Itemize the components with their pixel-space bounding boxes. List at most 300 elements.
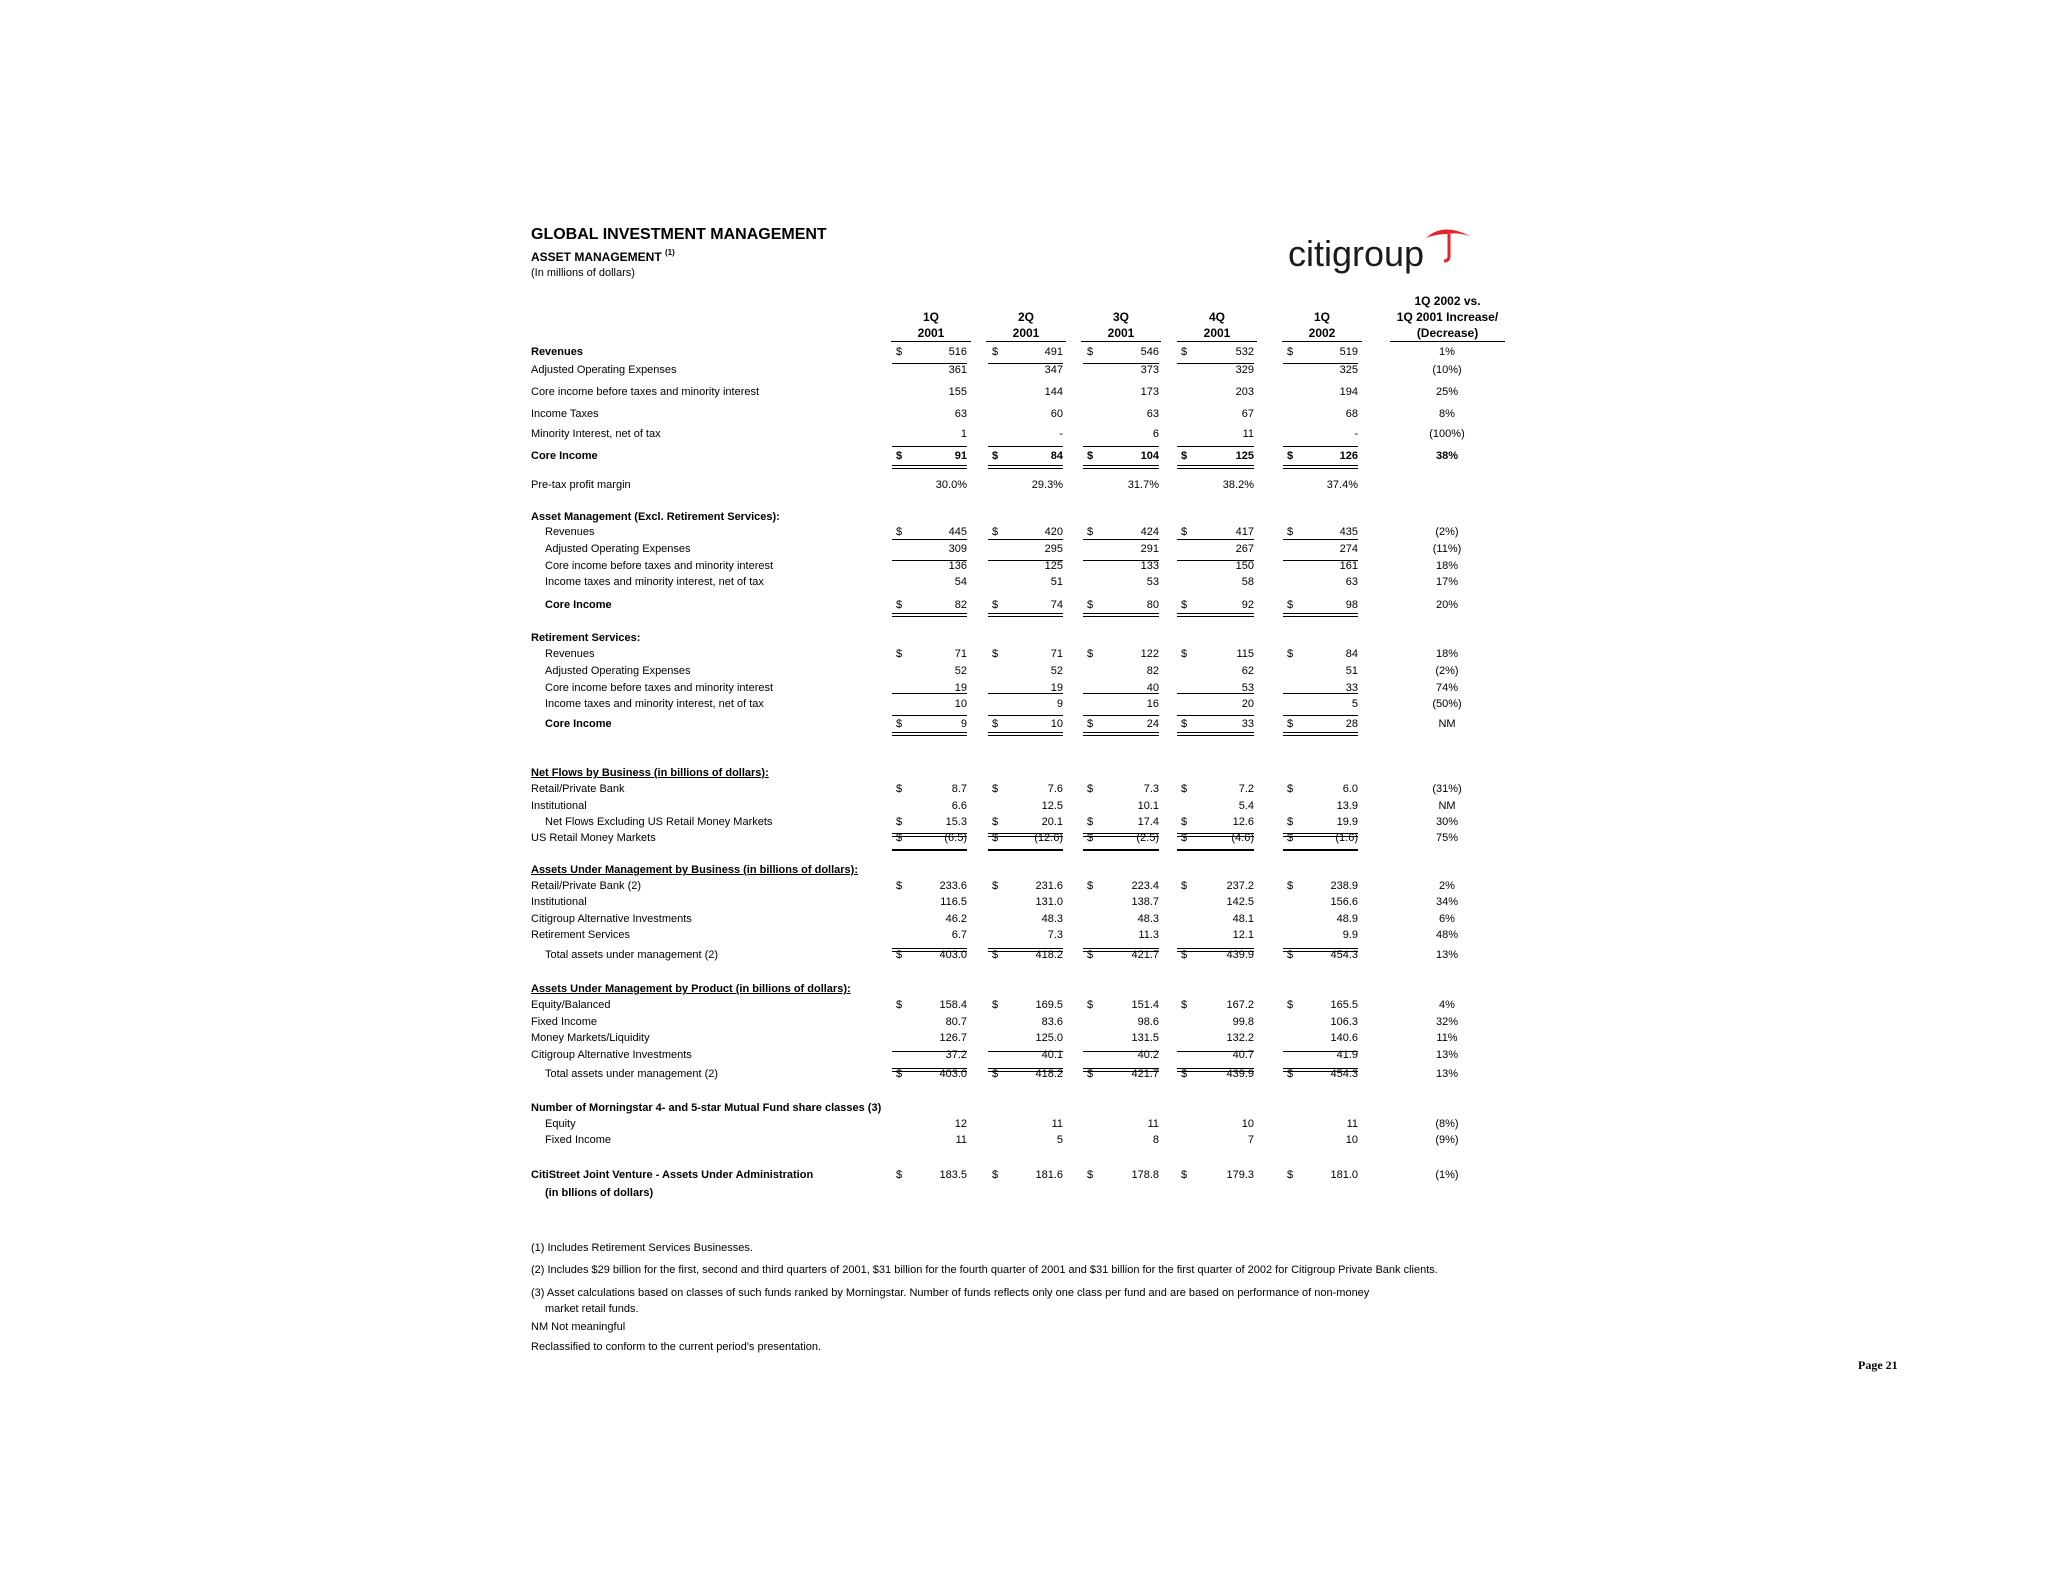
table-row bbox=[0, 1030, 2048, 1046]
subtotal-rule bbox=[892, 850, 967, 851]
change-header-line: 1Q 2001 Increase/ bbox=[1396, 310, 1499, 324]
row-label: CitiStreet Joint Venture - Assets Under Administration bbox=[531, 1169, 814, 1181]
subtitle-footnote-ref: (1) bbox=[665, 248, 675, 257]
row-label: Pre-tax profit margin bbox=[531, 479, 631, 491]
currency-symbol: $ bbox=[1181, 816, 1188, 828]
cell-value: 53 bbox=[1241, 682, 1254, 694]
cell-value: 12.1 bbox=[1232, 929, 1254, 941]
row-label: Citigroup Alternative Investments bbox=[531, 913, 692, 925]
change-percent: (1%) bbox=[1435, 1169, 1459, 1181]
subtotal-rule bbox=[1283, 850, 1358, 851]
change-percent: 25% bbox=[1435, 386, 1459, 398]
cell-value: 126 bbox=[1339, 450, 1358, 462]
logo-text: citigroup bbox=[1288, 233, 1425, 274]
change-percent: 2% bbox=[1439, 880, 1455, 892]
row-label: Retirement Services: bbox=[531, 632, 641, 644]
currency-symbol: $ bbox=[1087, 599, 1094, 611]
row-label: Assets Under Management by Product (in billions of dollars): bbox=[531, 983, 851, 995]
cell-value: 24 bbox=[1146, 718, 1159, 730]
total-rule bbox=[1177, 1068, 1254, 1072]
cell-value: 274 bbox=[1339, 543, 1358, 555]
currency-symbol: $ bbox=[1087, 832, 1094, 844]
cell-value: 11 bbox=[955, 1134, 967, 1146]
row-label: Income Taxes bbox=[531, 408, 599, 420]
currency-symbol: $ bbox=[896, 526, 903, 538]
cell-value: 454.3 bbox=[1330, 1068, 1358, 1080]
cell-value: (12.6) bbox=[1034, 832, 1063, 844]
column-header bbox=[1081, 309, 1161, 342]
cell-value: 6.6 bbox=[951, 800, 967, 812]
subtotal-rule bbox=[1283, 539, 1358, 540]
currency-symbol: $ bbox=[1287, 783, 1294, 795]
cell-value: 48.1 bbox=[1232, 913, 1254, 925]
cell-value: 125 bbox=[1235, 450, 1254, 462]
subtotal-rule bbox=[1177, 446, 1254, 447]
row-label: Adjusted Operating Expenses bbox=[545, 665, 691, 677]
cell-value: 144 bbox=[1044, 386, 1063, 398]
cell-value: 71 bbox=[954, 648, 967, 660]
change-percent: (2%) bbox=[1435, 665, 1459, 677]
currency-symbol: $ bbox=[992, 648, 999, 660]
currency-symbol: $ bbox=[1087, 999, 1094, 1011]
total-rule bbox=[988, 1068, 1063, 1072]
cell-value: 155 bbox=[948, 386, 967, 398]
column-year: 2001 bbox=[1107, 326, 1135, 340]
cell-value: 439.9 bbox=[1226, 949, 1254, 961]
currency-symbol: $ bbox=[1181, 1169, 1188, 1181]
subtotal-rule bbox=[1083, 850, 1159, 851]
cell-value: 133 bbox=[1140, 560, 1159, 572]
row-label: Revenues bbox=[531, 346, 583, 358]
currency-symbol: $ bbox=[1287, 949, 1294, 961]
cell-value: 421.7 bbox=[1131, 1068, 1159, 1080]
table-row bbox=[0, 927, 2048, 943]
row-label: Fixed Income bbox=[545, 1134, 612, 1146]
footnote: Reclassified to conform to the current period's presentation. bbox=[531, 1341, 822, 1353]
subtotal-rule bbox=[1083, 560, 1159, 561]
table-row bbox=[0, 509, 2048, 525]
cell-value: 179.3 bbox=[1226, 1169, 1254, 1181]
row-label: Institutional bbox=[531, 896, 587, 908]
row-label: Institutional bbox=[531, 800, 587, 812]
subtotal-rule bbox=[892, 1051, 967, 1052]
cell-value: 17.4 bbox=[1137, 816, 1159, 828]
cell-value: 10.1 bbox=[1137, 800, 1159, 812]
total-rule bbox=[1283, 732, 1358, 736]
cell-value: 12.6 bbox=[1232, 816, 1254, 828]
cell-value: 10 bbox=[1050, 718, 1063, 730]
cell-value: 37.2 bbox=[945, 1049, 967, 1061]
cell-value: 11 bbox=[1051, 1118, 1063, 1130]
cell-value: 403.0 bbox=[939, 949, 967, 961]
cell-value: 41.9 bbox=[1336, 1049, 1358, 1061]
subtotal-rule bbox=[1283, 560, 1358, 561]
cell-value: 63 bbox=[1146, 408, 1159, 420]
subtotal-rule bbox=[1177, 363, 1254, 364]
subtotal-rule bbox=[1283, 363, 1358, 364]
total-rule bbox=[1083, 465, 1159, 469]
cell-value: 10 bbox=[1345, 1134, 1358, 1146]
total-rule bbox=[1177, 833, 1254, 837]
row-label: Core Income bbox=[545, 718, 612, 730]
cell-value: 136 bbox=[948, 560, 967, 572]
row-label: Core income before taxes and minority interest bbox=[531, 386, 760, 398]
currency-symbol: $ bbox=[1087, 648, 1094, 660]
change-percent: 13% bbox=[1435, 949, 1459, 961]
total-rule bbox=[892, 1068, 967, 1072]
cell-value: 329 bbox=[1235, 364, 1254, 376]
change-column-header bbox=[1390, 293, 1505, 342]
subtotal-rule bbox=[988, 363, 1063, 364]
currency-symbol: $ bbox=[896, 832, 903, 844]
row-label: Retail/Private Bank (2) bbox=[531, 880, 642, 892]
currency-symbol: $ bbox=[992, 999, 999, 1011]
column-quarter: 4Q bbox=[1208, 310, 1225, 324]
total-rule bbox=[892, 948, 967, 952]
table-row bbox=[0, 1132, 2048, 1148]
subtotal-rule bbox=[988, 715, 1063, 716]
cell-value: 30.0% bbox=[935, 479, 967, 491]
change-percent: (50%) bbox=[1432, 698, 1462, 710]
currency-symbol: $ bbox=[992, 783, 999, 795]
currency-symbol: $ bbox=[1087, 526, 1094, 538]
currency-symbol: $ bbox=[1287, 1068, 1294, 1080]
change-percent: 75% bbox=[1435, 832, 1459, 844]
row-label: Total assets under management (2) bbox=[545, 949, 719, 961]
currency-symbol: $ bbox=[896, 1068, 903, 1080]
cell-value: 435 bbox=[1339, 526, 1358, 538]
subtotal-rule bbox=[1177, 560, 1254, 561]
subtotal-rule bbox=[1283, 446, 1358, 447]
column-quarter: 1Q bbox=[922, 310, 939, 324]
cell-value: 11 bbox=[1147, 1118, 1159, 1130]
subtotal-rule bbox=[1083, 693, 1159, 694]
cell-value: 104 bbox=[1140, 450, 1159, 462]
column-year: 2001 bbox=[1012, 326, 1040, 340]
cell-value: 125 bbox=[1044, 560, 1063, 572]
cell-value: 126.7 bbox=[939, 1032, 967, 1044]
row-label: Retail/Private Bank bbox=[531, 783, 625, 795]
cell-value: 91 bbox=[954, 450, 967, 462]
total-rule bbox=[1177, 948, 1254, 952]
cell-value: 347 bbox=[1044, 364, 1063, 376]
cell-value: 74 bbox=[1050, 599, 1063, 611]
cell-value: 418.2 bbox=[1035, 949, 1063, 961]
cell-value: 10 bbox=[1241, 1118, 1254, 1130]
cell-value: 19.9 bbox=[1336, 816, 1358, 828]
cell-value: 7.3 bbox=[1143, 783, 1159, 795]
cell-value: 291 bbox=[1140, 543, 1159, 555]
row-label: Minority Interest, net of tax bbox=[531, 428, 661, 440]
currency-symbol: $ bbox=[1181, 346, 1188, 358]
column-header bbox=[891, 309, 971, 342]
change-percent: (100%) bbox=[1429, 428, 1465, 440]
row-label: Net Flows Excluding US Retail Money Markets bbox=[545, 816, 773, 828]
change-percent: 8% bbox=[1439, 408, 1455, 420]
cell-value: 418.2 bbox=[1035, 1068, 1063, 1080]
currency-symbol: $ bbox=[1287, 599, 1294, 611]
cell-value: 84 bbox=[1050, 450, 1063, 462]
cell-value: 98 bbox=[1345, 599, 1358, 611]
subtotal-rule bbox=[892, 560, 967, 561]
cell-value: 169.5 bbox=[1035, 999, 1063, 1011]
row-label: Core Income bbox=[531, 450, 598, 462]
cell-value: 532 bbox=[1235, 346, 1254, 358]
currency-symbol: $ bbox=[896, 999, 903, 1011]
total-rule bbox=[1283, 833, 1358, 837]
cell-value: 115 bbox=[1236, 648, 1254, 660]
cell-value: 98.6 bbox=[1137, 1016, 1159, 1028]
currency-symbol: $ bbox=[896, 450, 903, 462]
table-row bbox=[0, 814, 2048, 830]
table-row bbox=[0, 597, 2048, 613]
total-rule bbox=[1283, 948, 1358, 952]
cell-value: 295 bbox=[1044, 543, 1063, 555]
subtotal-rule bbox=[1083, 849, 1159, 850]
cell-value: 131.0 bbox=[1035, 896, 1063, 908]
table-row bbox=[0, 406, 2048, 422]
cell-value: 33 bbox=[1345, 682, 1358, 694]
cell-value: 194 bbox=[1339, 386, 1358, 398]
subtotal-rule bbox=[1177, 693, 1254, 694]
subtotal-rule bbox=[892, 693, 967, 694]
subtotal-rule bbox=[1177, 849, 1254, 850]
cell-value: 8.7 bbox=[951, 783, 967, 795]
currency-symbol: $ bbox=[1287, 346, 1294, 358]
cell-value: 54 bbox=[954, 576, 967, 588]
subtotal-rule bbox=[1283, 849, 1358, 850]
currency-symbol: $ bbox=[1181, 450, 1188, 462]
table-row bbox=[0, 862, 2048, 878]
row-label: Revenues bbox=[545, 648, 595, 660]
subtotal-rule bbox=[1083, 446, 1159, 447]
change-percent: 38% bbox=[1435, 450, 1459, 462]
currency-symbol: $ bbox=[1087, 450, 1094, 462]
cell-value: 233.6 bbox=[939, 880, 967, 892]
cell-value: 158.4 bbox=[939, 999, 967, 1011]
cell-value: 237.2 bbox=[1226, 880, 1254, 892]
change-percent: 13% bbox=[1435, 1068, 1459, 1080]
change-percent: 20% bbox=[1435, 599, 1459, 611]
currency-symbol: $ bbox=[896, 949, 903, 961]
currency-symbol: $ bbox=[1287, 832, 1294, 844]
row-label: Money Markets/Liquidity bbox=[531, 1032, 650, 1044]
column-quarter: 2Q bbox=[1017, 310, 1034, 324]
cell-value: 491 bbox=[1044, 346, 1063, 358]
total-rule bbox=[1083, 613, 1159, 617]
cell-value: 7.3 bbox=[1047, 929, 1063, 941]
row-label: Income taxes and minority interest, net of tax bbox=[545, 576, 764, 588]
subtotal-rule bbox=[1083, 539, 1159, 540]
cell-value: 6.7 bbox=[951, 929, 967, 941]
currency-symbol: $ bbox=[1087, 783, 1094, 795]
row-label: Core Income bbox=[545, 599, 612, 611]
cell-value: 28 bbox=[1345, 718, 1358, 730]
change-percent: (8%) bbox=[1435, 1118, 1459, 1130]
subtotal-rule bbox=[988, 1051, 1063, 1052]
cell-value: 6 bbox=[1152, 428, 1159, 440]
currency-symbol: $ bbox=[1181, 949, 1188, 961]
table-row bbox=[0, 716, 2048, 732]
total-rule bbox=[1177, 613, 1254, 617]
currency-symbol: $ bbox=[1181, 999, 1188, 1011]
cell-value: 267 bbox=[1235, 543, 1254, 555]
cell-value: 116.5 bbox=[940, 896, 967, 908]
subtotal-rule bbox=[892, 363, 967, 364]
change-percent: 4% bbox=[1439, 999, 1455, 1011]
table-row bbox=[0, 384, 2048, 400]
table-row bbox=[0, 781, 2048, 797]
currency-symbol: $ bbox=[896, 648, 903, 660]
total-rule bbox=[1083, 948, 1159, 952]
currency-symbol: $ bbox=[992, 832, 999, 844]
cell-value: 83.6 bbox=[1041, 1016, 1063, 1028]
total-rule bbox=[988, 948, 1063, 952]
change-percent: 13% bbox=[1435, 1049, 1459, 1061]
column-year: 2001 bbox=[1203, 326, 1231, 340]
table-row bbox=[0, 1100, 2048, 1116]
cell-value: 8 bbox=[1152, 1134, 1159, 1146]
cell-value: 519 bbox=[1339, 346, 1358, 358]
cell-value: 68 bbox=[1345, 408, 1358, 420]
change-percent: (2%) bbox=[1435, 526, 1459, 538]
total-rule bbox=[1083, 732, 1159, 736]
cell-value: 53 bbox=[1146, 576, 1159, 588]
currency-symbol: $ bbox=[1181, 526, 1188, 538]
column-year: 2001 bbox=[917, 326, 945, 340]
row-label: Number of Morningstar 4- and 5-star Mutual Fund share classes (3) bbox=[531, 1102, 882, 1114]
subtotal-rule bbox=[892, 446, 967, 447]
total-rule bbox=[892, 732, 967, 736]
cell-value: (6.5) bbox=[944, 832, 967, 844]
cell-value: 125.0 bbox=[1035, 1032, 1063, 1044]
currency-symbol: $ bbox=[1087, 816, 1094, 828]
cell-value: 38.2% bbox=[1222, 479, 1254, 491]
cell-value: 9 bbox=[1056, 698, 1063, 710]
currency-symbol: $ bbox=[992, 718, 999, 730]
cell-value: 13.9 bbox=[1336, 800, 1358, 812]
table-row bbox=[0, 981, 2048, 997]
row-label: Total assets under management (2) bbox=[545, 1068, 719, 1080]
cell-value: 51 bbox=[1345, 665, 1358, 677]
cell-value: 5 bbox=[1351, 698, 1358, 710]
currency-symbol: $ bbox=[1181, 832, 1188, 844]
cell-value: 151.4 bbox=[1131, 999, 1159, 1011]
change-percent: (31%) bbox=[1432, 783, 1462, 795]
subtotal-rule bbox=[988, 850, 1063, 851]
cell-value: 33 bbox=[1241, 718, 1254, 730]
cell-value: 131.5 bbox=[1131, 1032, 1159, 1044]
column-header bbox=[986, 309, 1066, 342]
currency-symbol: $ bbox=[992, 599, 999, 611]
cell-value: (1.6) bbox=[1335, 832, 1358, 844]
subtotal-rule bbox=[988, 539, 1063, 540]
total-rule bbox=[1177, 465, 1254, 469]
change-percent: 1% bbox=[1439, 346, 1455, 358]
cell-value: 420 bbox=[1044, 526, 1063, 538]
table-row bbox=[0, 1185, 2048, 1201]
currency-symbol: $ bbox=[992, 816, 999, 828]
cell-value: 51 bbox=[1050, 576, 1063, 588]
cell-value: 63 bbox=[954, 408, 967, 420]
total-rule bbox=[988, 465, 1063, 469]
currency-symbol: $ bbox=[1087, 718, 1094, 730]
cell-value: 454.3 bbox=[1330, 949, 1358, 961]
currency-symbol: $ bbox=[1181, 783, 1188, 795]
currency-symbol: $ bbox=[896, 783, 903, 795]
currency-symbol: $ bbox=[1087, 949, 1094, 961]
currency-symbol: $ bbox=[1181, 1068, 1188, 1080]
cell-value: 40 bbox=[1146, 682, 1159, 694]
column-quarter: 3Q bbox=[1112, 310, 1129, 324]
footnote: (1) Includes Retirement Services Businesses. bbox=[531, 1242, 753, 1254]
cell-value: 37.4% bbox=[1326, 479, 1358, 491]
umbrella-handle-icon bbox=[1444, 234, 1449, 261]
change-percent: 18% bbox=[1435, 560, 1459, 572]
cell-value: (4.6) bbox=[1231, 832, 1254, 844]
currency-symbol: $ bbox=[1287, 816, 1294, 828]
currency-symbol: $ bbox=[1087, 880, 1094, 892]
cell-value: 40.2 bbox=[1137, 1049, 1159, 1061]
cell-value: 84 bbox=[1345, 648, 1358, 660]
section-subtitle: ASSET MANAGEMENT $^{(1)}$ bbox=[531, 248, 675, 264]
table-row bbox=[0, 1047, 2048, 1063]
table-row bbox=[0, 344, 2048, 360]
column-quarter: 1Q bbox=[1313, 310, 1330, 324]
cell-value: 165.5 bbox=[1330, 999, 1358, 1011]
cell-value: 150 bbox=[1235, 560, 1254, 572]
cell-value: 516 bbox=[948, 346, 967, 358]
table-row bbox=[0, 911, 2048, 927]
currency-symbol: $ bbox=[896, 718, 903, 730]
cell-value: 167.2 bbox=[1226, 999, 1254, 1011]
cell-value: 20.1 bbox=[1041, 816, 1063, 828]
cell-value: 138.7 bbox=[1131, 896, 1159, 908]
subtotal-rule bbox=[988, 560, 1063, 561]
table-row bbox=[0, 477, 2048, 493]
cell-value: 181.0 bbox=[1330, 1169, 1358, 1181]
subtotal-rule bbox=[892, 849, 967, 850]
table-row bbox=[0, 1116, 2048, 1132]
currency-symbol: $ bbox=[1181, 718, 1188, 730]
subtotal-rule bbox=[1177, 715, 1254, 716]
currency-symbol: $ bbox=[1087, 1068, 1094, 1080]
subtotal-rule bbox=[892, 539, 967, 540]
cell-value: 48.3 bbox=[1137, 913, 1159, 925]
cell-value: 238.9 bbox=[1330, 880, 1358, 892]
cell-value: 62 bbox=[1241, 665, 1254, 677]
cell-value: 122 bbox=[1140, 648, 1159, 660]
row-label: Assets Under Management by Business (in billions of dollars): bbox=[531, 864, 859, 876]
cell-value: 40.1 bbox=[1041, 1049, 1063, 1061]
change-percent: 48% bbox=[1435, 929, 1459, 941]
page-title: GLOBAL INVESTMENT MANAGEMENT bbox=[531, 226, 827, 243]
cell-value: 6.0 bbox=[1342, 783, 1358, 795]
cell-value: 106.3 bbox=[1330, 1016, 1358, 1028]
table-row bbox=[0, 1167, 2048, 1183]
cell-value: 10 bbox=[954, 698, 967, 710]
row-label: Equity/Balanced bbox=[531, 999, 611, 1011]
currency-symbol: $ bbox=[1287, 526, 1294, 538]
subtotal-rule bbox=[1083, 363, 1159, 364]
change-header-line: (Decrease) bbox=[1416, 326, 1479, 340]
cell-value: 5 bbox=[1056, 1134, 1063, 1146]
cell-value: 58 bbox=[1241, 576, 1254, 588]
currency-symbol: $ bbox=[1181, 648, 1188, 660]
table-row bbox=[0, 448, 2048, 464]
page-number: Page 21 bbox=[1858, 1358, 1898, 1372]
cell-value: 142.5 bbox=[1226, 896, 1254, 908]
